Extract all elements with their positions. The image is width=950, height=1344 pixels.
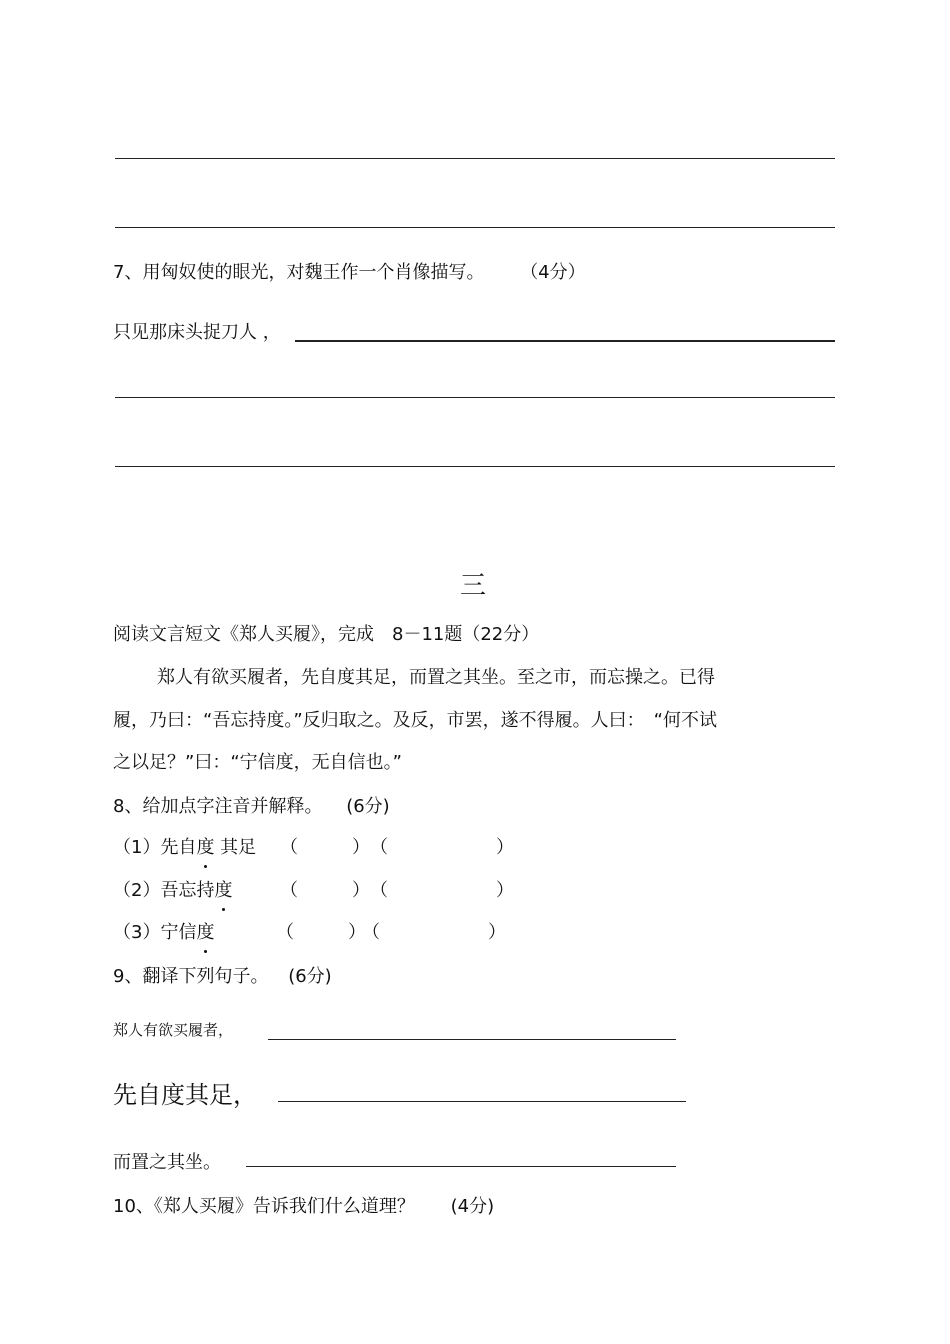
dotted-character: 度: [196, 918, 214, 944]
answer-blank-meaning[interactable]: （ ）: [370, 880, 514, 901]
answer-blank-pinyin[interactable]: （ ）: [280, 837, 370, 858]
section-heading: 三: [460, 571, 487, 601]
question-7: [113, 258, 586, 284]
item-text: 吾忘持: [160, 880, 215, 901]
answer-line: [115, 158, 835, 159]
passage-line: 郑人有欲买履者，先自度其足，而置之其坐。至之市，而忘操之。已得: [157, 667, 715, 688]
passage-line: 之以足？”曰：“宁信度，无自信也。”: [113, 752, 402, 773]
item-text: 其足: [214, 837, 257, 858]
item-text: 宁信: [160, 922, 197, 943]
question-7-points: （4分）: [520, 262, 586, 283]
question-8-prompt: 8、给加点字注音并解释。: [113, 796, 323, 817]
section-instruction: 阅读文言短文《郑人买履》，完成 8－11题（22分）: [113, 624, 540, 645]
item-text: 先自: [160, 837, 197, 858]
translate-sentence: 而置之其坐。: [113, 1152, 221, 1173]
answer-blank-pinyin[interactable]: （ ）: [276, 922, 366, 943]
question-10: [113, 1192, 494, 1218]
question-7-lead: 只见那床头捉刀人 ，: [113, 322, 281, 343]
question-9: [113, 962, 332, 988]
item-number: （1）: [113, 837, 161, 858]
question-9-points: (6分): [288, 966, 332, 987]
answer-line: [115, 227, 835, 228]
dotted-character: 度: [196, 833, 214, 859]
answer-blank-meaning[interactable]: （ ）: [362, 922, 506, 943]
question-8-item: [113, 876, 232, 902]
answer-blank-pinyin[interactable]: （ ）: [280, 880, 370, 901]
question-7-prompt: 7、用匈奴使的眼光，对魏王作一个肖像描写。: [113, 262, 485, 283]
question-10-points: (4分): [450, 1196, 495, 1217]
question-8-item: [113, 918, 214, 944]
answer-line[interactable]: [268, 1039, 676, 1040]
question-8-item: [113, 833, 256, 859]
answer-line[interactable]: [246, 1166, 676, 1167]
question-9-prompt: 9、翻译下列句子。: [113, 966, 269, 987]
answer-line[interactable]: [115, 466, 835, 467]
answer-blank-meaning[interactable]: （ ）: [370, 837, 514, 858]
item-number: （2）: [113, 880, 161, 901]
translate-sentence: 先自度其足，: [113, 1081, 257, 1109]
answer-line[interactable]: [278, 1101, 686, 1102]
answer-line[interactable]: [295, 340, 835, 342]
question-8: [113, 792, 390, 818]
answer-line[interactable]: [115, 397, 835, 398]
passage-line: 履，乃曰：“吾忘持度。”反归取之。及反，市罢，遂不得履。人曰： “何不试: [113, 710, 717, 731]
question-10-prompt: 10、《郑人买履》告诉我们什么道理？: [113, 1196, 415, 1217]
question-8-points: (6分): [346, 796, 390, 817]
item-number: （3）: [113, 922, 161, 943]
translate-sentence: 郑人有欲买履者，: [113, 1021, 234, 1039]
dotted-character: 度: [214, 876, 232, 902]
